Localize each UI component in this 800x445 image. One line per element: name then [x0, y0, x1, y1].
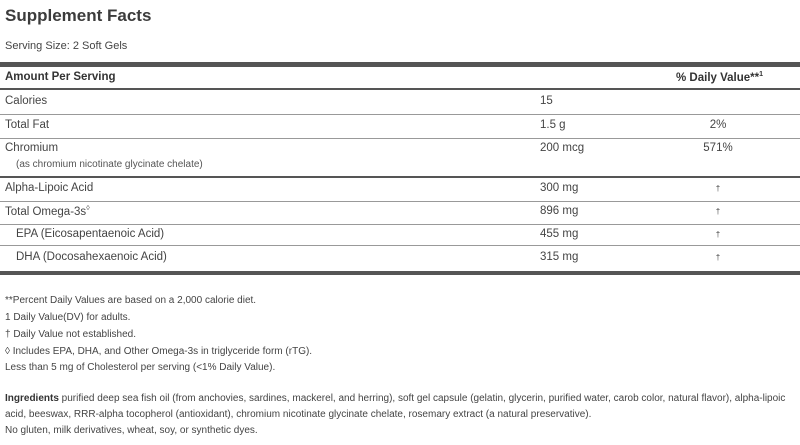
nutrient-name: DHA (Docosahexaenoic Acid): [16, 251, 167, 263]
nutrient-amount: 455 mg: [540, 228, 579, 240]
footnote-omega-form: ◊ Includes EPA, DHA, and Other Omega-3s in triglyceride form (rTG).: [5, 346, 313, 357]
nutrient-name: Total Fat: [5, 119, 50, 131]
footnote-daily-value-adults: 1 Daily Value(DV) for adults.: [5, 312, 131, 323]
ingredients-label: Ingredients: [5, 393, 59, 404]
footnote-dv-not-established: † Daily Value not established.: [5, 329, 137, 340]
nutrient-amount: 300 mg: [540, 182, 579, 194]
row-divider: [0, 201, 800, 202]
header-rule: [0, 88, 800, 90]
ingredients-block: [5, 391, 795, 439]
row-divider: [0, 114, 800, 115]
nutrient-amount: 315 mg: [540, 251, 579, 263]
nutrient-source: (as chromium nicotinate glycinate chelate): [16, 159, 203, 170]
nutrient-daily-value: 571%: [703, 142, 733, 154]
section-rule: [0, 176, 800, 178]
nutrient-name: Alpha-Lipoic Acid: [5, 182, 94, 194]
nutrient-name: Calories: [5, 95, 48, 107]
nutrient-amount: 1.5 g: [540, 119, 566, 131]
nutrient-amount: 896 mg: [540, 205, 579, 217]
footnote-percent-dv: **Percent Daily Values are based on a 2,000 calorie diet.: [5, 295, 257, 306]
ingredients-text: purified deep sea fish oil (from anchovies, sardines, mackerel, and herring), soft gel capsule (gelatin, glycerin, purified water, carob color, natural flavor), alpha-lipoic acid, beeswax, RRR-alpha tocopherol (antioxidant), chromium nicotinate glycinate chelate, rosemary extract (a natural preservative).: [5, 393, 786, 420]
bottom-thick-rule: [0, 271, 800, 275]
daily-value-header-label: % Daily Value**: [676, 71, 760, 84]
ingredients-note: No gluten, milk derivatives, wheat, soy, or synthetic dyes.: [5, 425, 258, 436]
omega-footnote-marker: ◊: [86, 205, 90, 212]
nutrient-name: Total Omega-3s: [5, 205, 87, 218]
nutrient-name: EPA (Eicosapentaenoic Acid): [16, 228, 165, 240]
footnote-cholesterol: Less than 5 mg of Cholesterol per serving (<1% Daily Value).: [5, 362, 276, 373]
nutrient-daily-value: †: [715, 230, 721, 239]
nutrient-daily-value: 2%: [709, 119, 727, 131]
panel-title: Supplement Facts: [5, 6, 152, 25]
nutrient-name-wrapper: [5, 205, 90, 218]
row-divider: [0, 138, 800, 139]
row-divider: [0, 224, 800, 225]
nutrient-daily-value: †: [715, 253, 721, 262]
amount-header: Amount Per Serving: [5, 71, 116, 83]
nutrient-amount: 200 mcg: [540, 142, 585, 154]
daily-value-header: [676, 71, 763, 84]
nutrient-daily-value: †: [715, 207, 721, 216]
nutrient-name: Chromium: [5, 142, 59, 154]
nutrient-amount: 15: [540, 95, 553, 107]
serving-size: Serving Size: 2 Soft Gels: [5, 40, 128, 52]
row-divider: [0, 245, 800, 246]
daily-value-header-sup: 1: [759, 71, 764, 78]
top-thick-rule: [0, 62, 800, 67]
nutrient-daily-value: †: [715, 184, 721, 193]
